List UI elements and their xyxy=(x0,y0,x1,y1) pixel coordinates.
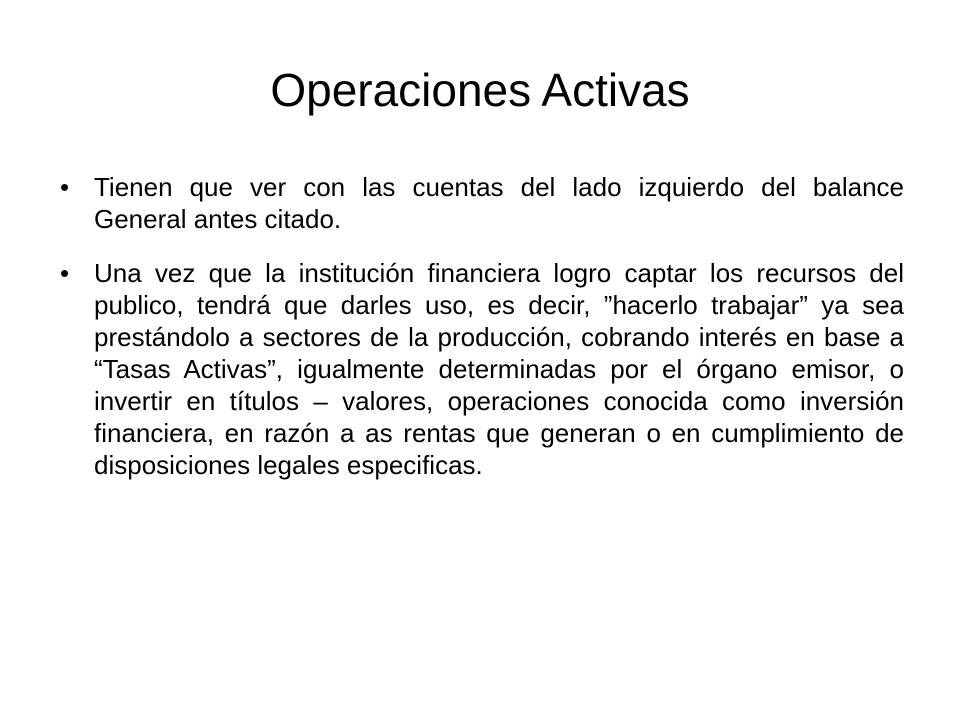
bullet-dot-icon: • xyxy=(60,172,70,202)
bullet-item xyxy=(60,257,904,481)
bullet-dot-icon: • xyxy=(60,258,70,288)
slide-title: Operaciones Activas xyxy=(270,64,690,116)
bullet-item xyxy=(60,171,904,235)
bullet-text: Una vez que la institución financiera logro captar los recursos del publico, tendrá que darles uso, es decir, ”hacerlo trabajar” ya sea prestándolo a sectores de la producción, cobrando interés en base a “Tasas Activas”, igualmente determinadas por el órgano emisor, o invertir en títulos – valores, operaciones conocida como inversión financiera, en razón a as rentas que generan o en cumplimiento de disposiciones legales especificas. xyxy=(94,258,904,480)
bullet-text: Tienen que ver con las cuentas del lado izquierdo del balance General antes citado. xyxy=(94,172,904,234)
bullet-list xyxy=(60,171,904,503)
